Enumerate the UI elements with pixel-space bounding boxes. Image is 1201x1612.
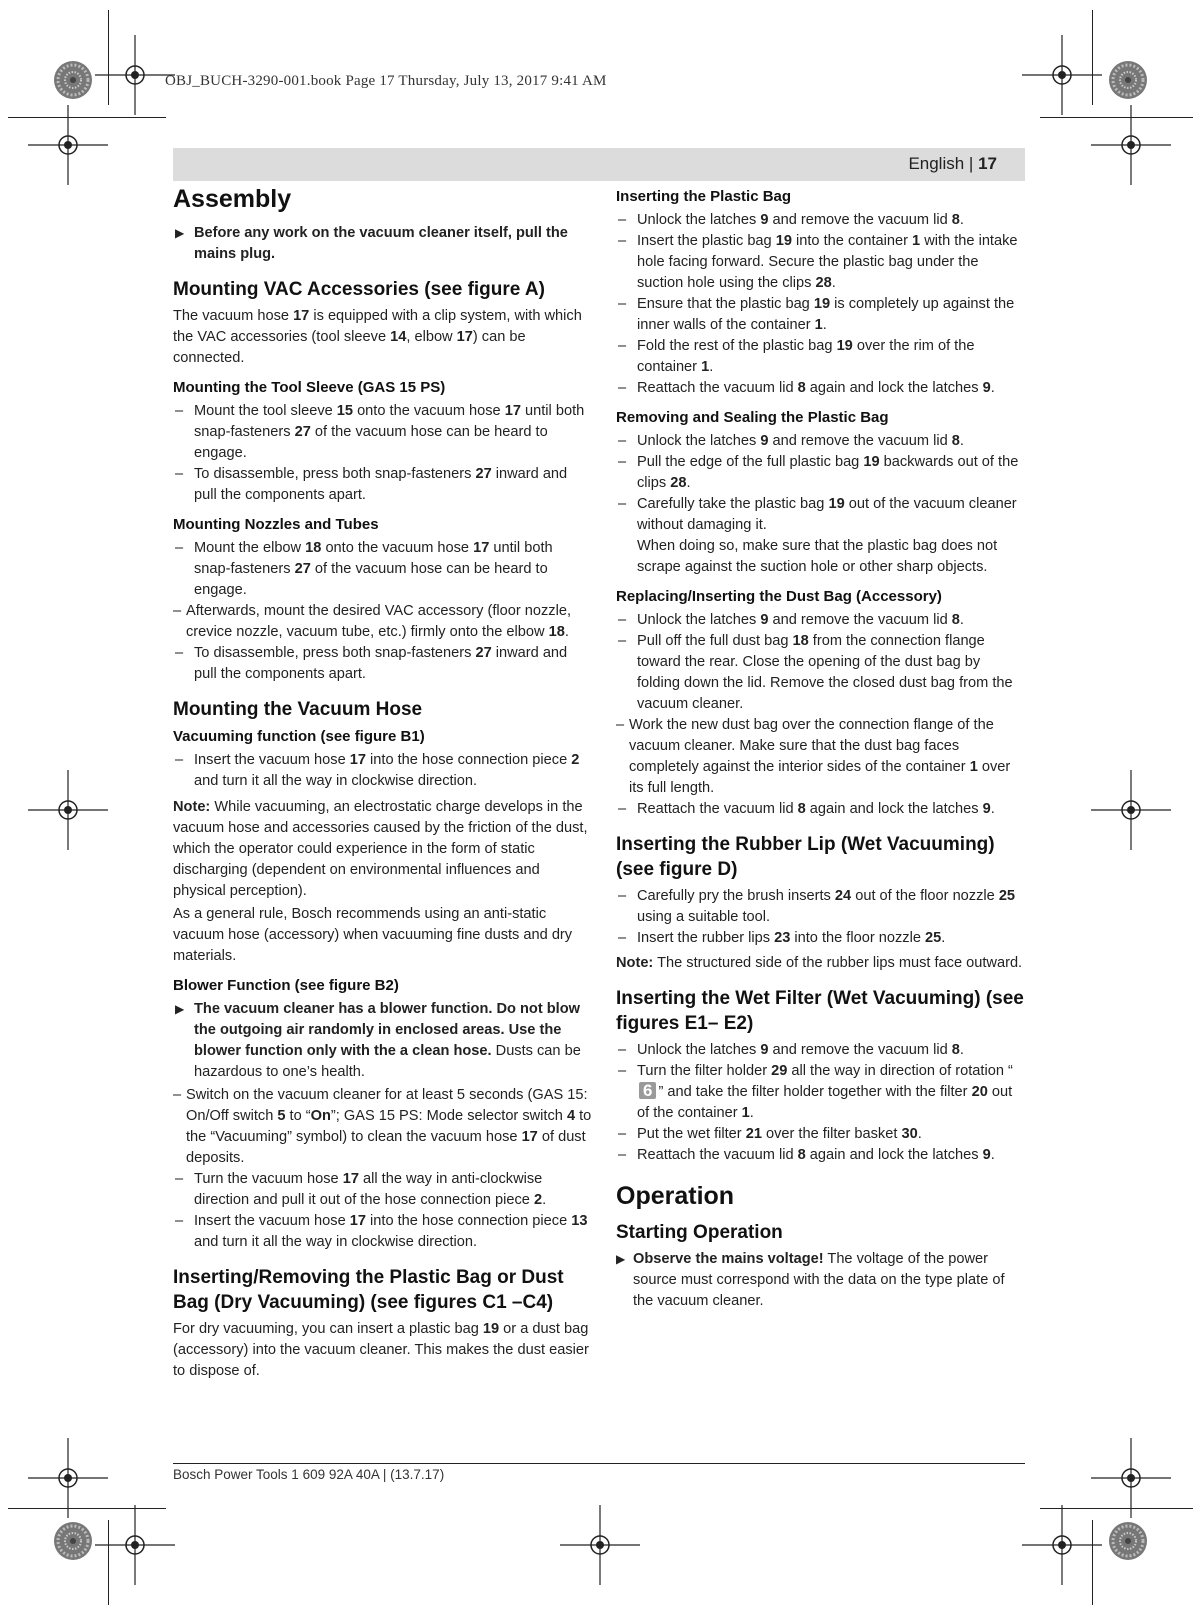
- part-number: 8: [951, 433, 960, 449]
- text-run: over the rim of the container: [637, 338, 975, 375]
- text-run: onto the vacuum hose: [321, 540, 474, 556]
- list-item: [616, 210, 1026, 231]
- part-number: 17: [521, 1129, 538, 1145]
- dash-bullet: –: [173, 603, 182, 619]
- list-item: [616, 886, 1026, 928]
- list-item: [616, 294, 1026, 336]
- part-number: 9: [982, 380, 991, 396]
- text-run: .: [822, 317, 827, 333]
- list-item: [173, 401, 593, 464]
- text-run: out of the floor nozzle: [851, 888, 999, 904]
- text-run: To disassemble, press both snap-fasteners: [194, 645, 476, 661]
- note-text: The structured side of the rubber lips must face outward.: [653, 955, 1023, 971]
- text-run: Carefully pry the brush inserts: [637, 888, 835, 904]
- text-run: Put the wet filter: [637, 1126, 746, 1142]
- registration-cross: [1091, 1438, 1171, 1518]
- part-number: 19: [482, 1321, 500, 1337]
- blower-list: [173, 1085, 593, 1253]
- registration-cross: [560, 1505, 640, 1585]
- text-run: .: [959, 433, 964, 449]
- text-run: To disassemble, press both snap-fasteners: [194, 466, 476, 482]
- text-run: is equipped with a clip system, with which the VAC accessories (tool sleeve: [173, 308, 582, 345]
- text-run: Insert the vacuum hose: [194, 1213, 350, 1229]
- heading-rubber-lip: Inserting the Rubber Lip (Wet Vacuuming) (see figure D): [616, 834, 995, 880]
- list-item: [173, 643, 593, 685]
- text-run: For dry vacuuming, you can insert a plastic bag: [173, 1321, 483, 1337]
- part-number: 9: [760, 212, 769, 228]
- heading-nozzles-tubes: Mounting Nozzles and Tubes: [173, 516, 379, 533]
- heading-dust-bag: Replacing/Inserting the Dust Bag (Accessory): [616, 588, 942, 605]
- registration-cross: [28, 105, 108, 185]
- text-run: until both snap-fasteners: [194, 403, 585, 440]
- text-run: using a suitable tool.: [637, 909, 771, 925]
- color-wheel-mark: [1109, 61, 1147, 99]
- part-number: 25: [998, 888, 1016, 904]
- text-run: out of the vacuum cleaner without damaging it.: [637, 496, 1017, 533]
- dash-bullet: –: [175, 1171, 184, 1187]
- removing-plastic-bag-list: [616, 431, 1026, 536]
- heading-vac-accessories: Mounting VAC Accessories (see figure A): [173, 279, 545, 300]
- part-number: 9: [760, 433, 769, 449]
- text-run: with the intake hole facing forward. Secure the plastic bag under the suction hole using the clips: [637, 233, 1018, 291]
- footer-rule: [173, 1463, 1025, 1464]
- dash-bullet: –: [618, 212, 627, 228]
- dash-bullet: –: [175, 645, 184, 661]
- part-number: 17: [456, 329, 473, 345]
- removing-plastic-bag-continuation: When doing so, make sure that the plastic bag does not scrape against the suction hole or other sharp objects.: [637, 538, 998, 575]
- heading-starting-operation: Starting Operation: [616, 1222, 783, 1243]
- section-title-assembly: Assembly: [173, 185, 292, 213]
- list-item: [616, 1040, 1026, 1061]
- list-item: [616, 1061, 1026, 1124]
- text-run: , elbow: [406, 329, 457, 345]
- text-run: into the floor nozzle: [790, 930, 925, 946]
- part-number: 8: [951, 1042, 960, 1058]
- anti-static-recommendation: As a general rule, Bosch recommends using an anti-static vacuum hose (accessory) when vacuuming fine dusts and dry materials.: [173, 906, 573, 964]
- text-run: Switch on the vacuum cleaner for at least 5 seconds (GAS 15: On/Off switch: [186, 1087, 588, 1124]
- heading-vacuuming-function: Vacuuming function (see figure B1): [173, 728, 425, 745]
- text-run: Insert the vacuum hose: [194, 752, 350, 768]
- text-run: inward and pull the components apart.: [194, 466, 568, 503]
- text-run: Unlock the latches: [637, 1042, 761, 1058]
- right-column: [616, 186, 1026, 1314]
- dash-bullet: –: [173, 1087, 182, 1103]
- list-item: [173, 1169, 593, 1211]
- text-run: and turn it all the way in clockwise direction.: [194, 773, 478, 789]
- part-number: 18: [305, 540, 322, 556]
- part-number: On: [310, 1108, 331, 1124]
- blower-warning: [173, 999, 593, 1083]
- text-run: all the way in anti-clockwise direction and pull it out of the hose connection piece: [194, 1171, 543, 1208]
- text-run: is completely up against the inner walls of the container: [637, 296, 1015, 333]
- note-label: Note:: [173, 799, 211, 815]
- text-run: all the way in direction of rotation “: [787, 1063, 1013, 1079]
- dash-bullet: –: [618, 633, 627, 649]
- assembly-warning-text: Before any work on the vacuum cleaner itself, pull the mains plug.: [194, 225, 568, 262]
- text-run: Turn the vacuum hose: [194, 1171, 343, 1187]
- text-run: Unlock the latches: [637, 612, 761, 628]
- text-run: from the connection flange toward the rear. Close the opening of the dust bag by folding down the lid. Remove the closed dust bag from the vacuum cleaner.: [637, 633, 1013, 712]
- registration-cross: [1022, 1505, 1102, 1585]
- list-item: [616, 631, 1026, 715]
- text-run: ) can be connected.: [173, 329, 526, 366]
- blower-warning-normal: Dusts can be hazardous to one’s health.: [194, 1043, 581, 1080]
- page-header-bar: [173, 148, 1025, 181]
- text-run: .: [941, 930, 946, 946]
- color-wheel-mark: [1109, 1522, 1147, 1560]
- text-run: Pull the edge of the full plastic bag: [637, 454, 864, 470]
- registration-cross: [1091, 105, 1171, 185]
- text-run: .: [959, 612, 964, 628]
- text-run: over the filter basket: [761, 1126, 902, 1142]
- tool-sleeve-list: [173, 401, 593, 506]
- dash-bullet: –: [618, 233, 627, 249]
- part-number: 20: [971, 1084, 988, 1100]
- text-run: Ensure that the plastic bag: [637, 296, 814, 312]
- list-item: [616, 431, 1026, 452]
- text-run: of the vacuum hose can be heard to engage.: [194, 561, 548, 598]
- header-language: English: [908, 154, 965, 173]
- text-run: ”; GAS 15 PS: Mode selector switch: [330, 1108, 567, 1124]
- list-item: [616, 494, 1026, 536]
- text-run: Turn the filter holder: [637, 1063, 772, 1079]
- text-run: Mount the elbow: [194, 540, 306, 556]
- part-number: 17: [473, 540, 490, 556]
- rotation-symbol-icon: 6: [639, 1082, 656, 1099]
- text-run: to the “Vacuuming” symbol) to clean the vacuum hose: [186, 1108, 592, 1145]
- text-run: into the hose connection piece: [365, 1213, 572, 1229]
- bag-section-intro: [173, 1319, 593, 1382]
- text-run: and remove the vacuum lid: [768, 433, 952, 449]
- dash-bullet: –: [616, 717, 625, 733]
- mains-voltage-bold: Observe the mains voltage!: [633, 1251, 824, 1267]
- registration-cross: [1091, 770, 1171, 850]
- list-item: [616, 452, 1026, 494]
- warning-triangle-icon: ▶: [175, 226, 185, 240]
- part-number: 19: [828, 496, 845, 512]
- text-run: and turn it all the way in clockwise direction.: [194, 1234, 478, 1250]
- text-run: Reattach the vacuum lid: [637, 1147, 798, 1163]
- color-wheel-mark: [54, 61, 92, 99]
- part-number: 18: [548, 624, 565, 640]
- text-run: and remove the vacuum lid: [768, 212, 952, 228]
- heading-inserting-plastic-bag: Inserting the Plastic Bag: [616, 188, 792, 205]
- part-number: 5: [277, 1108, 286, 1124]
- list-item: [616, 715, 1026, 799]
- part-number: 19: [836, 338, 853, 354]
- text-run: Reattach the vacuum lid: [637, 801, 798, 817]
- nozzles-list: [173, 538, 593, 685]
- part-number: 8: [951, 212, 960, 228]
- heading-plastic-bag-dust-bag: Inserting/Removing the Plastic Bag or Dust Bag (Dry Vacuuming) (see figures C1 –C4): [173, 1267, 564, 1313]
- dust-bag-list: [616, 610, 1026, 820]
- page-header: [908, 154, 997, 174]
- list-item: [173, 538, 593, 601]
- dash-bullet: –: [618, 1042, 627, 1058]
- dash-bullet: –: [618, 433, 627, 449]
- part-number: 8: [797, 801, 806, 817]
- dash-bullet: –: [618, 930, 627, 946]
- part-number: 17: [349, 752, 366, 768]
- dash-bullet: –: [618, 888, 627, 904]
- part-number: 28: [815, 275, 832, 291]
- text-run: Reattach the vacuum lid: [637, 380, 798, 396]
- part-number: 9: [982, 801, 991, 817]
- list-item: [173, 464, 593, 506]
- list-item: [173, 1085, 593, 1169]
- dash-bullet: –: [175, 540, 184, 556]
- dash-bullet: –: [175, 403, 184, 419]
- text-run: Pull off the full dust bag: [637, 633, 793, 649]
- text-run: .: [990, 1147, 995, 1163]
- text-run: .: [749, 1105, 754, 1121]
- heading-removing-plastic-bag: Removing and Sealing the Plastic Bag: [616, 409, 889, 426]
- part-number: 8: [797, 1147, 806, 1163]
- note-label: Note:: [616, 955, 654, 971]
- list-item: [616, 1145, 1026, 1166]
- wet-filter-list: [616, 1040, 1026, 1166]
- list-item: [616, 1124, 1026, 1145]
- part-number: 8: [797, 380, 806, 396]
- dash-bullet: –: [618, 496, 627, 512]
- part-number: 13: [571, 1213, 588, 1229]
- part-number: 19: [813, 296, 831, 312]
- text-run: Insert the rubber lips: [637, 930, 775, 946]
- part-number: 9: [982, 1147, 991, 1163]
- footer: Bosch Power Tools 1 609 92A 40A | (13.7.17): [173, 1467, 445, 1482]
- text-run: ” and take the filter holder together with the filter: [658, 1084, 972, 1100]
- part-number: 14: [390, 329, 407, 345]
- dash-bullet: –: [618, 1063, 627, 1079]
- dash-bullet: –: [175, 466, 184, 482]
- part-number: 27: [294, 561, 311, 577]
- dash-bullet: –: [175, 752, 184, 768]
- text-run: into the hose connection piece: [365, 752, 572, 768]
- text-run: or a dust bag (accessory) into the vacuum cleaner. This makes the dust easier to dispose of.: [173, 1321, 589, 1379]
- text-run: .: [542, 1192, 547, 1208]
- list-item: [173, 601, 593, 643]
- list-item: [616, 928, 1026, 949]
- registration-cross: [28, 1438, 108, 1518]
- part-number: 17: [293, 308, 310, 324]
- text-run: again and lock the latches: [805, 1147, 983, 1163]
- text-run: of dust deposits.: [186, 1129, 586, 1166]
- warning-triangle-icon: ▶: [616, 1252, 626, 1266]
- rubber-lip-list: [616, 886, 1026, 949]
- assembly-warning: [173, 223, 593, 265]
- rubber-lip-note: [616, 953, 1026, 974]
- part-number: 25: [925, 930, 942, 946]
- page-number: 17: [978, 154, 997, 173]
- part-number: 24: [834, 888, 852, 904]
- part-number: 1: [814, 317, 823, 333]
- text-run: into the container: [791, 233, 913, 249]
- part-number: 1: [741, 1105, 750, 1121]
- dash-bullet: –: [618, 338, 627, 354]
- dash-bullet: –: [618, 1147, 627, 1163]
- part-number: 27: [475, 466, 492, 482]
- vac-accessories-intro: [173, 306, 593, 369]
- part-number: 30: [901, 1126, 918, 1142]
- part-number: 2: [533, 1192, 543, 1208]
- text-run: backwards out of the clips: [637, 454, 1019, 491]
- text-run: .: [959, 212, 964, 228]
- text-run: Carefully take the plastic bag: [637, 496, 829, 512]
- text-run: inward and pull the components apart.: [194, 645, 568, 682]
- warning-triangle-icon: ▶: [175, 1002, 185, 1016]
- vacuuming-function-list: [173, 750, 593, 792]
- list-item: [616, 336, 1026, 378]
- text-run: and remove the vacuum lid: [768, 1042, 952, 1058]
- part-number: 19: [863, 454, 880, 470]
- heading-tool-sleeve: Mounting the Tool Sleeve (GAS 15 PS): [173, 379, 446, 396]
- part-number: 15: [336, 403, 354, 419]
- text-run: to “: [285, 1108, 311, 1124]
- list-item: [173, 1211, 593, 1253]
- registration-cross: [1022, 35, 1102, 115]
- dash-bullet: –: [618, 1126, 627, 1142]
- text-run: .: [990, 801, 995, 817]
- part-number: 9: [760, 612, 769, 628]
- dash-bullet: –: [618, 801, 627, 817]
- heading-vacuum-hose: Mounting the Vacuum Hose: [173, 699, 423, 720]
- part-number: 1: [969, 759, 978, 775]
- part-number: 19: [775, 233, 792, 249]
- text-run: onto the vacuum hose: [353, 403, 505, 419]
- part-number: 27: [294, 424, 311, 440]
- part-number: 9: [760, 1042, 769, 1058]
- dash-bullet: –: [618, 612, 627, 628]
- file-info: OBJ_BUCH-3290-001.book Page 17 Thursday, July 13, 2017 9:41 AM: [165, 73, 607, 89]
- list-item: [616, 378, 1026, 399]
- dash-bullet: –: [175, 1213, 184, 1229]
- text-run: Fold the rest of the plastic bag: [637, 338, 837, 354]
- dash-bullet: –: [618, 454, 627, 470]
- blower-warning-bold: The vacuum cleaner has a blower function. Do not blow the outgoing air randomly in enclosed areas. Use the blower function only with the a clean hose.: [194, 1001, 580, 1059]
- text-run: Insert the plastic bag: [637, 233, 776, 249]
- text-run: Afterwards, mount the desired VAC accessory (floor nozzle, crevice nozzle, vacuum tube, etc.) firmly onto the elbow: [186, 603, 572, 640]
- text-run: .: [709, 359, 714, 375]
- part-number: 1: [912, 233, 921, 249]
- text-run: again and lock the latches: [805, 801, 983, 817]
- part-number: 17: [349, 1213, 366, 1229]
- text-run: over its full length.: [629, 759, 1011, 796]
- text-run: .: [917, 1126, 922, 1142]
- text-run: of the vacuum hose can be heard to engage.: [194, 424, 548, 461]
- part-number: 18: [792, 633, 809, 649]
- text-run: out of the container: [637, 1084, 1013, 1121]
- part-number: 17: [342, 1171, 359, 1187]
- mains-voltage-warning: [616, 1249, 1026, 1312]
- list-item: [616, 799, 1026, 820]
- part-number: 4: [566, 1108, 576, 1124]
- part-number: 21: [745, 1126, 762, 1142]
- vacuum-hose-note: [173, 797, 593, 902]
- registration-cross: [95, 1505, 175, 1585]
- inserting-plastic-bag-list: [616, 210, 1026, 399]
- color-wheel-mark: [54, 1522, 92, 1560]
- note-text: While vacuuming, an electrostatic charge develops in the vacuum hose and accessories caused by the friction of the dust, which the operator could experience in the form of static discharging (dependent on environmental influences and physical perception).: [173, 799, 588, 899]
- text-run: Unlock the latches: [637, 433, 761, 449]
- text-run: Work the new dust bag over the connection flange of the vacuum cleaner. Make sure that the dust bag faces completely against the interior sides of the container: [629, 717, 994, 775]
- list-item: [616, 610, 1026, 631]
- part-number: 29: [771, 1063, 788, 1079]
- text-run: The vacuum hose: [173, 308, 294, 324]
- left-column: [173, 183, 593, 1384]
- text-run: Unlock the latches: [637, 212, 761, 228]
- heading-blower-function: Blower Function (see figure B2): [173, 977, 399, 994]
- part-number: 8: [951, 612, 960, 628]
- text-run: .: [831, 275, 836, 291]
- text-run: until both snap-fasteners: [194, 540, 553, 577]
- text-run: Mount the tool sleeve: [194, 403, 337, 419]
- heading-wet-filter: Inserting the Wet Filter (Wet Vacuuming) (see figures E1– E2): [616, 988, 1024, 1034]
- part-number: 1: [701, 359, 710, 375]
- dash-bullet: –: [618, 296, 627, 312]
- registration-cross: [95, 35, 175, 115]
- dash-bullet: –: [618, 380, 627, 396]
- part-number: 17: [504, 403, 521, 419]
- section-title-operation: Operation: [616, 1182, 735, 1210]
- text-run: .: [959, 1042, 964, 1058]
- text-run: again and lock the latches: [805, 380, 983, 396]
- part-number: 28: [670, 475, 687, 491]
- mains-voltage-normal: The voltage of the power source must correspond with the data on the type plate of the vacuum cleaner.: [633, 1251, 1005, 1309]
- list-item: [173, 750, 593, 792]
- text-run: and remove the vacuum lid: [768, 612, 952, 628]
- registration-cross: [28, 770, 108, 850]
- part-number: 23: [774, 930, 791, 946]
- text-run: .: [564, 624, 569, 640]
- text-run: .: [686, 475, 691, 491]
- part-number: 27: [475, 645, 492, 661]
- part-number: 2: [571, 752, 580, 768]
- text-run: .: [990, 380, 995, 396]
- header-separator: |: [964, 154, 979, 173]
- list-item: [616, 231, 1026, 294]
